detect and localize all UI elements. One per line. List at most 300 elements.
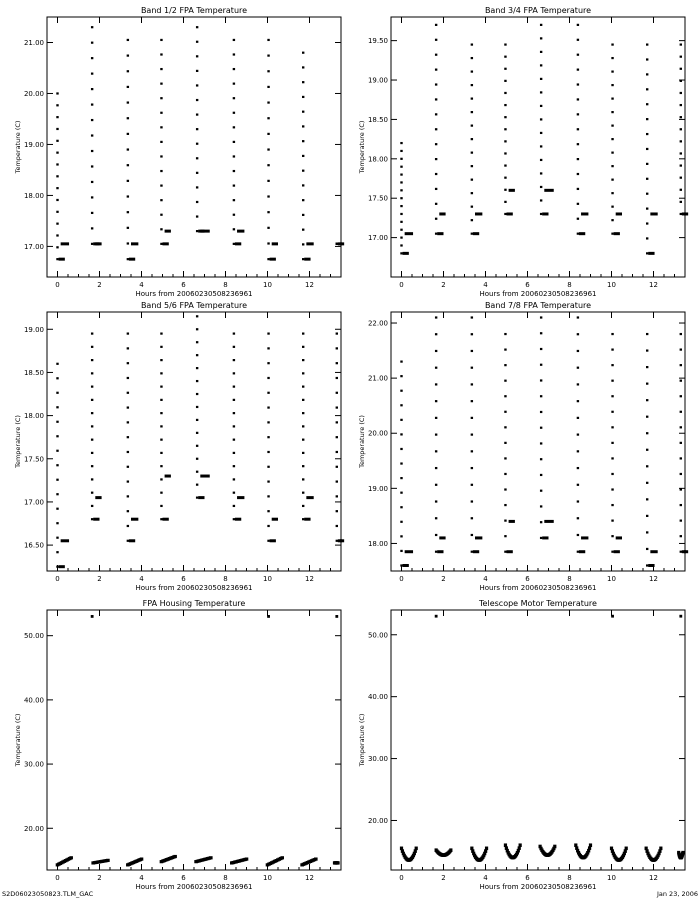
data-point [611,219,613,221]
data-point [56,211,58,213]
data-point [302,439,304,441]
data-segment [304,518,310,521]
data-point [56,92,58,94]
data-point [504,80,506,82]
data-point [160,399,162,401]
data-segment [270,539,276,542]
data-point [209,856,213,859]
data-point [336,362,338,364]
data-point [267,540,269,542]
data-point [680,333,682,335]
x-tick-label: 12 [649,575,658,583]
data-point [91,425,93,427]
data-point [233,359,235,361]
data-point [540,105,542,107]
y-tick-label: 40.00 [23,696,44,705]
data-segment [581,536,588,539]
data-point [267,495,269,497]
data-point [680,504,682,506]
data-point [680,426,682,428]
data-point [471,316,473,318]
plot-frame [391,610,685,870]
data-point [611,152,613,154]
data-point [56,537,58,539]
x-tick-label: 0 [55,575,60,583]
data-point [680,104,682,106]
data-point [127,525,129,527]
data-point [160,359,162,361]
chart-panel [358,599,685,891]
data-point [91,88,93,90]
data-point [267,615,270,618]
data-point [106,859,110,862]
data-point [267,421,269,423]
x-tick-label: 4 [483,575,488,583]
data-point [646,193,648,195]
data-point [680,80,682,82]
data-point [127,540,129,542]
y-axis-label: Temperature (C) [14,415,22,468]
data-point [611,615,614,618]
data-segment [200,475,209,478]
data-point [435,83,437,85]
y-tick-label: 16.50 [23,541,44,550]
data-point [504,380,506,382]
data-point [471,484,473,486]
data-point [646,531,648,533]
data-segment [59,565,65,568]
data-point [504,213,506,215]
x-tick-label: 10 [263,575,272,583]
data-point [267,436,269,438]
data-point [680,213,682,215]
data-point [504,189,506,191]
data-point [196,172,198,174]
plot-frame [391,17,685,277]
data-point [233,518,235,520]
data-point [336,540,338,542]
data-point [302,478,304,480]
data-point [680,201,682,203]
x-axis-label: Hours from 20060230508236961 [479,883,597,891]
y-tick-label: 30.00 [367,755,388,764]
data-point [435,417,437,419]
data-point [471,350,473,352]
data-point [267,133,269,135]
y-tick-label: 18.00 [23,191,44,200]
data-point [336,510,338,512]
data-point [302,199,304,201]
data-segment [542,212,548,215]
data-point [91,615,94,618]
data-point [471,179,473,181]
data-point [196,458,198,460]
data-point [302,125,304,127]
data-point [56,406,58,408]
data-point [160,332,162,334]
data-point [577,158,579,160]
data-point [504,364,506,366]
data-point [504,520,506,522]
data-segment [405,550,413,553]
data-point [646,548,648,550]
data-point [127,117,129,119]
y-tick-label: 18.50 [23,368,44,377]
data-point [504,104,506,106]
data-point [233,68,235,70]
data-point [233,184,235,186]
chart-title: Band 3/4 FPA Temperature [484,6,592,15]
data-point [400,419,402,421]
x-axis-label: Hours from 20060230508236961 [479,290,597,298]
data-point [504,504,506,506]
data-segment [61,539,69,542]
data-point [233,243,235,245]
data-point [611,70,613,72]
data-point [485,847,488,851]
data-point [400,521,402,523]
data-point [471,450,473,452]
data-point [267,525,269,527]
data-point [611,125,613,127]
data-point [435,467,437,469]
y-tick-label: 19.50 [367,37,388,46]
data-point [540,395,542,397]
data-point [611,84,613,86]
data-point [400,375,402,377]
data-point [435,534,437,536]
data-segment [93,242,99,245]
data-point [400,229,402,231]
data-point [646,58,648,60]
data-point [267,227,269,229]
data-point [127,133,129,135]
data-point [646,73,648,75]
data-point [611,488,613,490]
y-tick-label: 17.50 [367,194,388,203]
data-point [302,505,304,507]
data-point [91,227,93,229]
data-point [91,359,93,361]
data-point [91,399,93,401]
data-point [646,482,648,484]
data-point [471,152,473,154]
data-point [471,70,473,72]
data-point [504,442,506,444]
data-point [400,390,402,392]
data-segment [129,539,135,542]
data-point [435,551,437,553]
data-point [540,64,542,66]
data-point [471,165,473,167]
data-point [196,315,198,317]
data-point [196,445,198,447]
data-point [471,57,473,59]
data-point [233,97,235,99]
data-point [160,112,162,114]
data-segment [682,550,688,553]
data-segment [304,258,310,261]
data-point [196,143,198,145]
data-point [160,478,162,480]
data-point [540,332,542,334]
data-point [540,91,542,93]
data-segment [544,520,553,523]
data-point [127,164,129,166]
data-point [540,159,542,161]
data-point [233,346,235,348]
data-point [680,442,682,444]
data-point [540,78,542,80]
data-segment [509,520,515,523]
data-point [196,70,198,72]
data-point [336,377,338,379]
data-point [160,505,162,507]
data-point [646,237,648,239]
data-point [196,354,198,356]
data-point [56,508,58,510]
x-tick-label: 12 [305,575,314,583]
data-point [56,187,58,189]
data-point [127,480,129,482]
data-segment [272,242,278,245]
data-point [267,117,269,119]
data-point [56,421,58,423]
data-point [577,24,579,26]
data-point [233,199,235,201]
data-point [56,464,58,466]
data-point [540,364,542,366]
data-point [646,349,648,351]
data-point [504,68,506,70]
data-point [400,433,402,435]
data-segment [579,232,585,235]
data-point [56,104,58,106]
y-tick-label: 18.50 [367,115,388,124]
data-point [540,348,542,350]
y-axis-label: Temperature (C) [358,120,366,174]
data-point [267,406,269,408]
data-segment [614,550,620,553]
data-point [196,215,198,217]
data-point [302,412,304,414]
data-point [540,427,542,429]
data-point [196,99,198,101]
data-point [577,350,579,352]
data-point [646,43,648,45]
data-point [611,348,613,350]
y-tick-label: 19.00 [367,484,388,493]
x-tick-label: 2 [441,575,446,583]
data-point [302,243,304,245]
data-segment [616,536,622,539]
x-axis-label: Hours from 20060230508236961 [135,290,253,298]
data-point [91,243,93,245]
data-point [302,66,304,68]
data-point [233,439,235,441]
data-point [435,173,437,175]
data-point [540,490,542,492]
data-segment [272,518,278,521]
x-tick-label: 10 [607,281,616,289]
data-point [302,492,304,494]
x-tick-label: 0 [55,874,60,882]
data-point [435,350,437,352]
data-point [400,150,402,152]
data-point [267,211,269,213]
x-axis-label: Hours from 20060230508236961 [135,883,253,891]
data-point [302,452,304,454]
data-point [471,467,473,469]
data-point [449,848,452,852]
data-segment [473,550,479,553]
data-point [435,113,437,115]
data-point [519,843,522,847]
data-point [540,37,542,39]
data-segment [475,536,482,539]
data-point [504,201,506,203]
x-tick-label: 6 [181,575,186,583]
data-point [435,383,437,385]
data-segment [473,232,479,235]
data-point [140,857,144,860]
data-point [160,372,162,374]
data-point [471,500,473,502]
data-segment [648,564,654,567]
data-point [196,186,198,188]
plot-frame [47,312,341,571]
x-tick-label: 10 [263,874,272,882]
data-point [611,333,613,335]
data-segment [198,496,204,499]
data-point [646,366,648,368]
data-point [400,221,402,223]
data-point [611,504,613,506]
data-point [233,478,235,480]
data-point [233,399,235,401]
x-tick-label: 2 [441,874,446,882]
data-point [233,112,235,114]
x-tick-label: 8 [567,874,572,882]
data-point [471,84,473,86]
data-point [336,243,338,245]
data-point [680,551,682,553]
data-point [540,186,542,188]
data-point [540,316,542,318]
x-tick-label: 2 [97,281,102,289]
data-point [160,126,162,128]
data-point [611,411,613,413]
data-point [435,143,437,145]
data-point [91,505,93,507]
data-point [196,84,198,86]
data-point [504,457,506,459]
data-point [91,412,93,414]
data-point [400,213,402,215]
x-tick-label: 12 [305,874,314,882]
x-tick-label: 2 [441,281,446,289]
data-point [400,404,402,406]
data-point [680,473,682,475]
data-point [577,400,579,402]
data-point [471,233,473,235]
data-point [196,406,198,408]
data-point [540,411,542,413]
data-point [504,333,506,335]
data-point [91,26,93,28]
x-tick-label: 4 [139,281,144,289]
data-point [400,181,402,183]
data-point [540,145,542,147]
data-point [435,367,437,369]
data-point [196,341,198,343]
data-point [680,189,682,191]
data-point [611,57,613,59]
y-tick-label: 17.00 [367,234,388,243]
data-point [196,497,198,499]
data-point [435,316,437,318]
data-point [336,525,338,527]
data-point [335,615,338,618]
data-point [127,211,129,213]
data-point [91,372,93,374]
data-point [91,181,93,183]
data-point [302,258,304,260]
y-tick-label: 19.00 [23,140,44,149]
data-point [233,170,235,172]
data-segment [163,518,169,521]
data-point [56,163,58,165]
data-point [504,152,506,154]
data-point [540,505,542,507]
data-point [680,128,682,130]
y-tick-label: 17.00 [23,498,44,507]
chart-title: FPA Housing Temperature [142,599,246,608]
data-point [400,550,402,552]
data-point [577,316,579,318]
data-point [646,118,648,120]
data-point [646,498,648,500]
data-point [91,212,93,214]
data-point [127,39,129,41]
data-point [400,142,402,144]
data-point [56,450,58,452]
data-point [160,141,162,143]
data-segment [544,189,553,192]
data-point [577,113,579,115]
data-point [504,177,506,179]
data-point [680,68,682,70]
data-point [435,400,437,402]
data-segment [439,212,445,215]
data-point [577,218,579,220]
data-point [577,54,579,56]
data-point [646,432,648,434]
data-segment [61,242,69,245]
data-segment [650,550,657,553]
data-segment [581,212,588,215]
data-point [233,228,235,230]
data-point [400,477,402,479]
data-point [659,847,662,851]
x-axis-label: Hours from 20060230508236961 [135,584,253,592]
data-point [435,203,437,205]
footer-date: Jan 23, 2006 [656,890,698,898]
data-point [504,116,506,118]
data-point [680,535,682,537]
data-point [56,234,58,236]
data-point [435,218,437,220]
